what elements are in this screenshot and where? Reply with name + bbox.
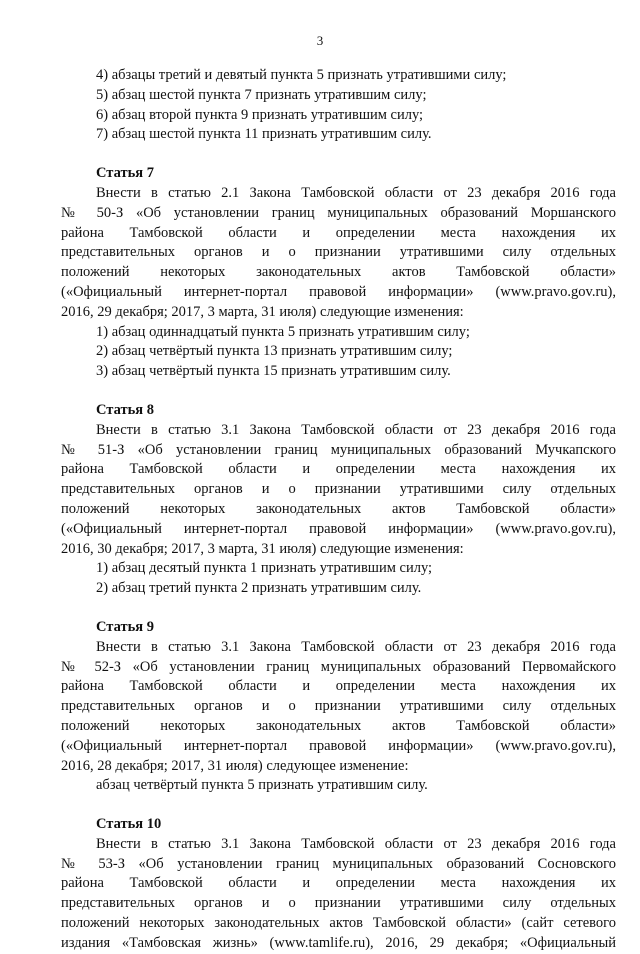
list-item: 2) абзац четвёртый пункта 13 признать утратившим силу; [96, 343, 453, 360]
article-heading: Статья 8 [96, 401, 154, 418]
list-item: 6) абзац второй пункта 9 признать утратившим силу; [96, 106, 424, 123]
list-item: 7) абзац шестой пункта 11 признать утратившим силу. [96, 126, 432, 143]
article-heading: Статья 9 [96, 618, 154, 635]
article-text-line: положений некоторых законодательных актов Тамбовской области» [61, 717, 616, 734]
article-heading: Статья 7 [96, 165, 154, 182]
article-text-line: представительных органов и о признании утратившими силу отдельных [61, 895, 616, 912]
article-text-line: 2016, 28 декабря; 2017, 31 июля) следующее изменение: [61, 757, 409, 774]
article-text-line: положений некоторых законодательных актов Тамбовской области» [61, 500, 616, 517]
page-number: 3 [316, 33, 324, 48]
list-item: 1) абзац одиннадцатый пункта 5 признать утратившим силу; [96, 323, 470, 340]
article-text-line: представительных органов и о признании утратившими силу отдельных [61, 481, 616, 498]
article-text-line: представительных органов и о признании утратившими силу отдельных [61, 698, 616, 715]
article-text-line: района Тамбовской области и определении места нахождения их [61, 461, 616, 478]
article-text-line: издания «Тамбовская жизнь» (www.tamlife.ru), 2016, 29 декабря; «Официальный [61, 934, 616, 951]
article-text-line: положений некоторых законодательных актов Тамбовской области» (сайт сетевого [61, 915, 616, 932]
article-text-line: № 52-З «Об установлении границ муниципальных образований Первомайского [61, 658, 616, 675]
article-text-line: Внести в статью 2.1 Закона Тамбовской области от 23 декабря 2016 года [96, 184, 616, 201]
list-item: 4) абзацы третий и девятый пункта 5 признать утратившими силу; [96, 67, 507, 83]
article-text-line: № 50-З «Об установлении границ муниципальных образований Моршанского [61, 204, 616, 221]
article-7 [61, 164, 616, 382]
list-item: 3) абзац четвёртый пункта 15 признать утратившим силу. [96, 363, 451, 380]
list-item: абзац четвёртый пункта 5 признать утратившим силу. [96, 777, 428, 794]
article-text-line: Внести в статью 3.1 Закона Тамбовской области от 23 декабря 2016 года [96, 835, 616, 852]
article-text-line: 2016, 29 декабря; 2017, 3 марта, 31 июля) следующие изменения: [61, 303, 464, 320]
article-text-line: Внести в статью 3.1 Закона Тамбовской области от 23 декабря 2016 года [96, 421, 616, 438]
article-10 [61, 815, 616, 954]
article-text-line: («Официальный интернет-портал правовой информации» (www.pravo.gov.ru), [61, 283, 616, 300]
list-item: 5) абзац шестой пункта 7 признать утратившим силу; [96, 86, 427, 103]
list-item: 1) абзац десятый пункта 1 признать утратившим силу; [96, 560, 433, 577]
article-text-line: Внести в статью 3.1 Закона Тамбовской области от 23 декабря 2016 года [96, 638, 616, 655]
article-text-line: («Официальный интернет-портал правовой информации» (www.pravo.gov.ru), [61, 520, 616, 537]
article-text-line: 2016, 30 декабря; 2017, 3 марта, 31 июля) следующие изменения: [61, 540, 464, 557]
article-text-line: района Тамбовской области и определении места нахождения их [61, 875, 616, 892]
article-text-line: района Тамбовской области и определении места нахождения их [61, 224, 616, 241]
article-text-line: № 53-З «Об установлении границ муниципальных образований Сосновского [61, 855, 616, 872]
article-text-line: № 51-З «Об установлении границ муниципальных образований Мучкапского [61, 441, 616, 458]
article-text-line: («Официальный интернет-портал правовой информации» (www.pravo.gov.ru), [61, 737, 616, 754]
article-text-line: положений некоторых законодательных актов Тамбовской области» [61, 264, 616, 281]
article-heading: Статья 10 [96, 816, 162, 833]
intro-list [61, 66, 616, 145]
document-body [61, 66, 616, 954]
article-9 [61, 618, 616, 796]
article-text-line: представительных органов и о признании утратившими силу отдельных [61, 244, 616, 261]
article-text-line: района Тамбовской области и определении места нахождения их [61, 678, 616, 695]
list-item: 2) абзац третий пункта 2 признать утратившим силу. [96, 580, 422, 597]
article-8 [61, 401, 616, 599]
